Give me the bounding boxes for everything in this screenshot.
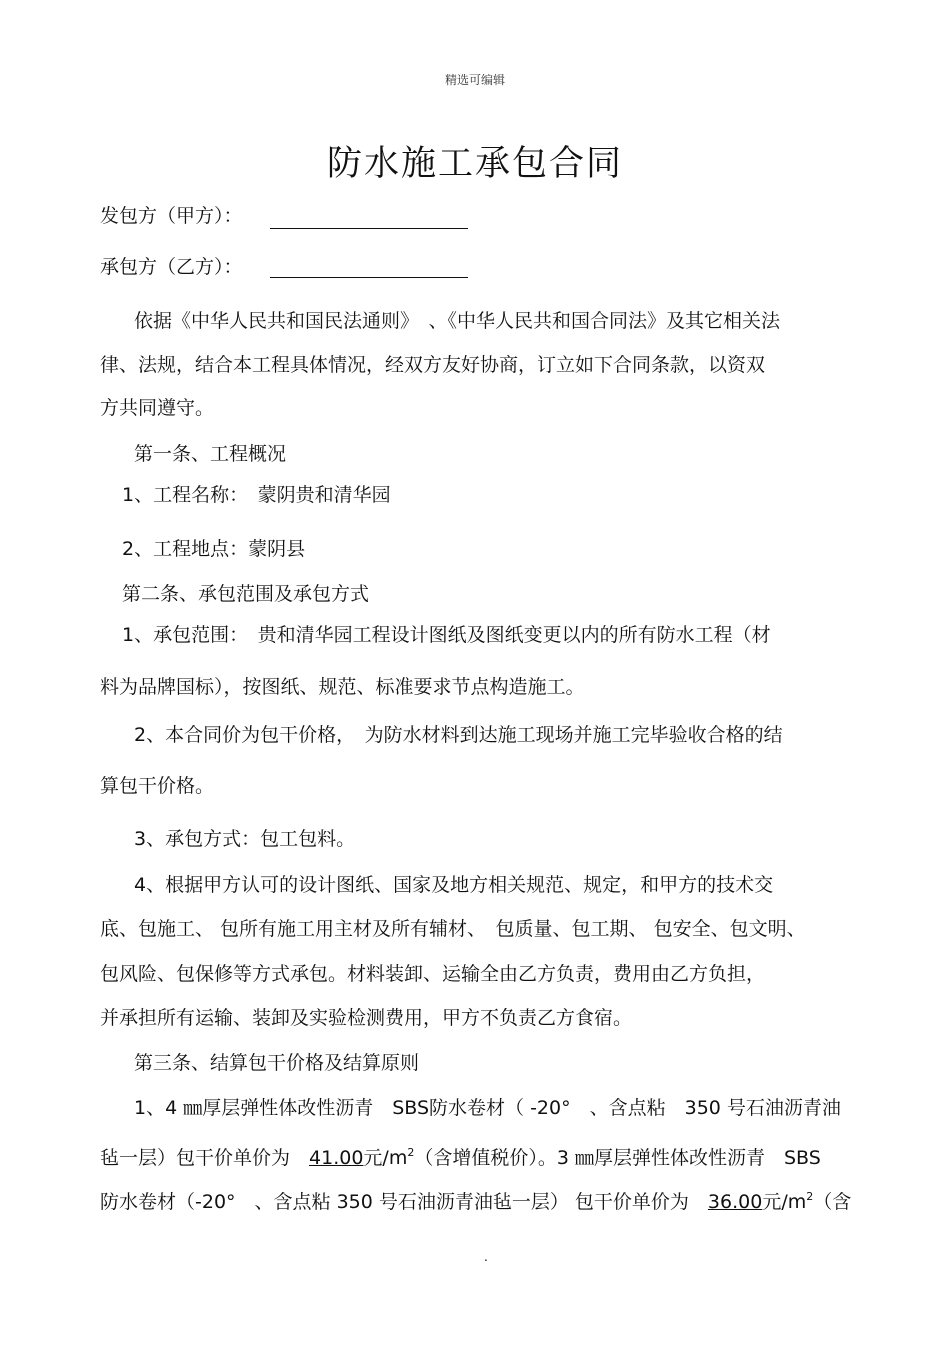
party-a-label: 发包方（甲方）： (100, 205, 243, 227)
price-clause-line: 2、本合同价为包干价格， 为防水材料到达施工现场并施工完毕验收合格的结 (134, 724, 783, 746)
party-b-label: 承包方（乙方）： (100, 256, 243, 278)
pricing-text: （含 (813, 1191, 852, 1213)
pricing-unit: 元/m (363, 1147, 408, 1169)
pricing-line (100, 1185, 851, 1214)
superscript: 2 (806, 1190, 814, 1203)
scope-line: 1、承包范围： 贵和清华园工程设计图纸及图纸变更以内的所有防水工程（材 (122, 624, 771, 646)
party-a-blank-field[interactable] (270, 228, 468, 229)
contract-terms-line: 4、根据甲方认可的设计图纸、国家及地方相关规范、规定，和甲方的技术交 (134, 874, 774, 896)
project-name: 1、工程名称： 蒙阴贵和清华园 (122, 484, 391, 506)
pricing-text: 防水卷材（-20° 、含点粘 350 号石油沥青油毡一层） 包干价单价为 (100, 1191, 708, 1213)
document-title: 防水施工承包合同 (326, 144, 623, 184)
price-clause-line: 算包干价格。 (100, 775, 215, 797)
contract-terms-line: 底、包施工、 包所有施工用主材及所有辅材、 包质量、包工期、 包安全、包文明、 (100, 918, 806, 940)
pricing-line: 1、4 ㎜厚层弹性体改性沥青 SBS防水卷材（ -20° 、含点粘 350 号石油沥青油 (134, 1097, 841, 1119)
article-1-heading: 第一条、工程概况 (134, 443, 287, 465)
unit-price-3mm: 36.00 (707, 1191, 763, 1213)
party-b-blank-field[interactable] (270, 277, 468, 278)
article-2-heading: 第二条、承包范围及承包方式 (122, 583, 370, 605)
project-location: 2、工程地点：蒙阴县 (122, 538, 306, 560)
pricing-text: 毡一层）包干价单价为 (100, 1147, 310, 1169)
intro-line: 依据《中华人民共和国民法通则》 、《中华人民共和国合同法》及其它相关法 (134, 310, 781, 332)
article-3-heading: 第三条、结算包干价格及结算原则 (134, 1052, 420, 1074)
contract-terms-line: 包风险、包保修等方式承包。材料装卸、运输全由乙方负责，费用由乙方负担， (100, 963, 766, 985)
intro-line: 方共同遵守。 (100, 397, 215, 419)
pricing-text: （含增值税价）。3 ㎜厚层弹性体改性沥青 SBS (414, 1147, 821, 1169)
contract-method: 3、承包方式：包工包料。 (134, 828, 356, 850)
page-footer-mark: . (484, 1250, 488, 1264)
intro-line: 律、法规，结合本工程具体情况，经双方友好协商，订立如下合同条款，以资双 (100, 354, 766, 376)
contract-terms-line: 并承担所有运输、装卸及实验检测费用，甲方不负责乙方食宿。 (100, 1007, 633, 1029)
scope-line: 料为品牌国标），按图纸、规范、标准要求节点构造施工。 (100, 676, 585, 698)
page-header: 精选可编辑 (444, 73, 505, 87)
superscript: 2 (407, 1146, 415, 1159)
pricing-unit: 元/m (762, 1191, 807, 1213)
unit-price-4mm: 41.00 (309, 1147, 364, 1169)
pricing-line (100, 1141, 821, 1170)
